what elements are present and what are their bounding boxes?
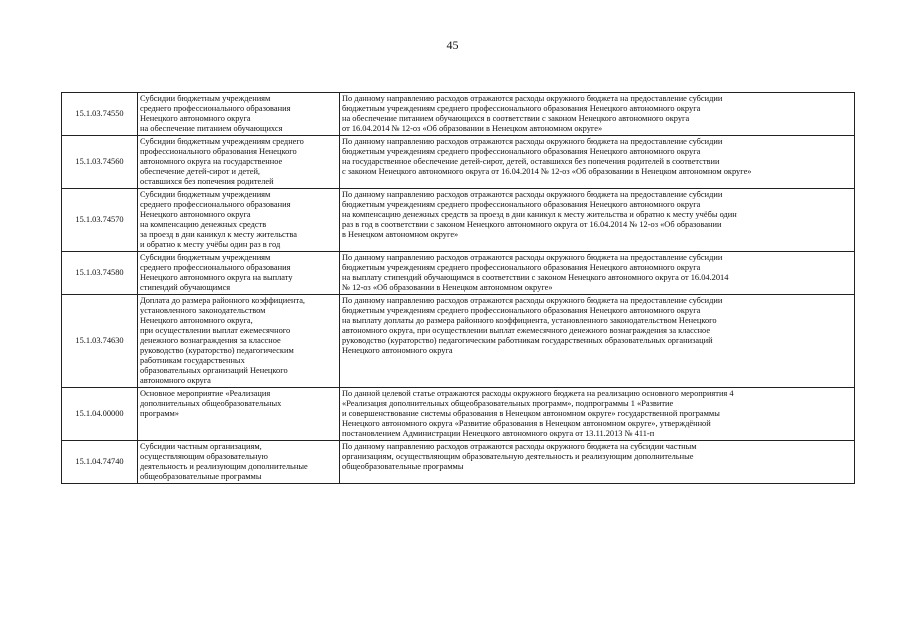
table-row: [62, 441, 855, 484]
row-name: Субсидии частным организациям, осуществляющим образовательную деятельность и реализующим дополнительные общеобразовательные программы: [138, 441, 340, 484]
row-code: 15.1.03.74630: [62, 295, 138, 388]
row-description: По данному направлению расходов отражаются расходы окружного бюджета на предоставление субсидии бюджетным учреждениям среднего профессионального образования Ненецкого автономного округа на выплату стипендий обучающимся в соответствии с законом Ненецкого автономного округа от 16.04.2014 № 12-оз «Об образовании в Ненецком автономном округе»: [340, 252, 855, 295]
table-row: [62, 388, 855, 441]
row-name: Основное мероприятие «Реализация дополнительных общеобразовательных программ»: [138, 388, 340, 441]
table-row: [62, 189, 855, 252]
table-row: [62, 295, 855, 388]
row-code: 15.1.04.00000: [62, 388, 138, 441]
row-description: По данному направлению расходов отражаются расходы окружного бюджета на предоставление субсидии бюджетным учреждениям среднего профессионального образования Ненецкого автономного округа на государственное обеспечение детей-сирот, детей, оставшихся без попечения родителей в соответствии с законом Ненецкого автономного округа от 16.04.2014 № 12-оз «Об образовании в Ненецком автономном округе»: [340, 136, 855, 189]
page-number: 45: [446, 38, 459, 52]
budget-classification-table: [61, 92, 855, 484]
row-name: Доплата до размера районного коэффициента, установленного законодательством Ненецкого автономного округа, при осуществлении выплат ежемесячного денежного вознаграждения за классное руководство (кураторство) педагогическим работникам государственных образовательных организаций Ненецкого автономного округа: [138, 295, 340, 388]
row-code: 15.1.03.74550: [62, 93, 138, 136]
row-code: 15.1.03.74580: [62, 252, 138, 295]
row-description: По данной целевой статье отражаются расходы окружного бюджета на реализацию основного мероприятия 4 «Реализация дополнительных общеобразовательных программ», подпрограммы 1 «Развитие и совершенствование системы образования в Ненецком автономном округе» государственной программы Ненецкого автономного округа «Развитие образования в Ненецком автономном округе», утверждённой постановлением Администрации Ненецкого автономного округа от 13.11.2013 № 411-п: [340, 388, 855, 441]
table-row: [62, 93, 855, 136]
table-row: [62, 252, 855, 295]
row-description: По данному направлению расходов отражаются расходы окружного бюджета на предоставление субсидии бюджетным учреждениям среднего профессионального образования Ненецкого автономного округа на компенсацию денежных средств за проезд в дни каникул к месту жительства и обратно к месту учёбы один раз в год в соответствии с законом Ненецкого автономного округа от 16.04.2014 № 12-оз «Об образовании в Ненецком автономном округе»: [340, 189, 855, 252]
row-code: 15.1.03.74570: [62, 189, 138, 252]
row-name: Субсидии бюджетным учреждениям среднего профессионального образования Ненецкого автономного округа на государственное обеспечение детей-сирот и детей, оставшихся без попечения родителей: [138, 136, 340, 189]
row-description: По данному направлению расходов отражаются расходы окружного бюджета на предоставление субсидии бюджетным учреждениям среднего профессионального образования Ненецкого автономного округа на обеспечение питанием обучающихся в соответствии с законом Ненецкого автономного округа от 16.04.2014 № 12-оз «Об образовании в Ненецком автономном округе»: [340, 93, 855, 136]
row-name: Субсидии бюджетным учреждениям среднего профессионального образования Ненецкого автономного округа на выплату стипендий обучающимся: [138, 252, 340, 295]
row-code: 15.1.04.74740: [62, 441, 138, 484]
row-description: По данному направлению расходов отражаются расходы окружного бюджета на предоставление субсидии бюджетным учреждениям среднего профессионального образования Ненецкого автономного округа на выплату доплаты до размера районного коэффициента, установленного законодательством Ненецкого автономного округа, при осуществлении выплат ежемесячного денежного вознаграждения за классное руководство (кураторство) педагогическим работникам государственных образовательных организаций Ненецкого автономного округа: [340, 295, 855, 388]
table-row: [62, 136, 855, 189]
row-code: 15.1.03.74560: [62, 136, 138, 189]
row-name: Субсидии бюджетным учреждениям среднего профессионального образования Ненецкого автономного округа на обеспечение питанием обучающихся: [138, 93, 340, 136]
row-description: По данному направлению расходов отражаются расходы окружного бюджета на субсидии частным организациям, осуществляющим образовательную деятельность и реализующим дополнительные общеобразовательные программы: [340, 441, 855, 484]
row-name: Субсидии бюджетным учреждениям среднего профессионального образования Ненецкого автономного округа на компенсацию денежных средств за проезд в дни каникул к месту жительства и обратно к месту учёбы один раз в год: [138, 189, 340, 252]
